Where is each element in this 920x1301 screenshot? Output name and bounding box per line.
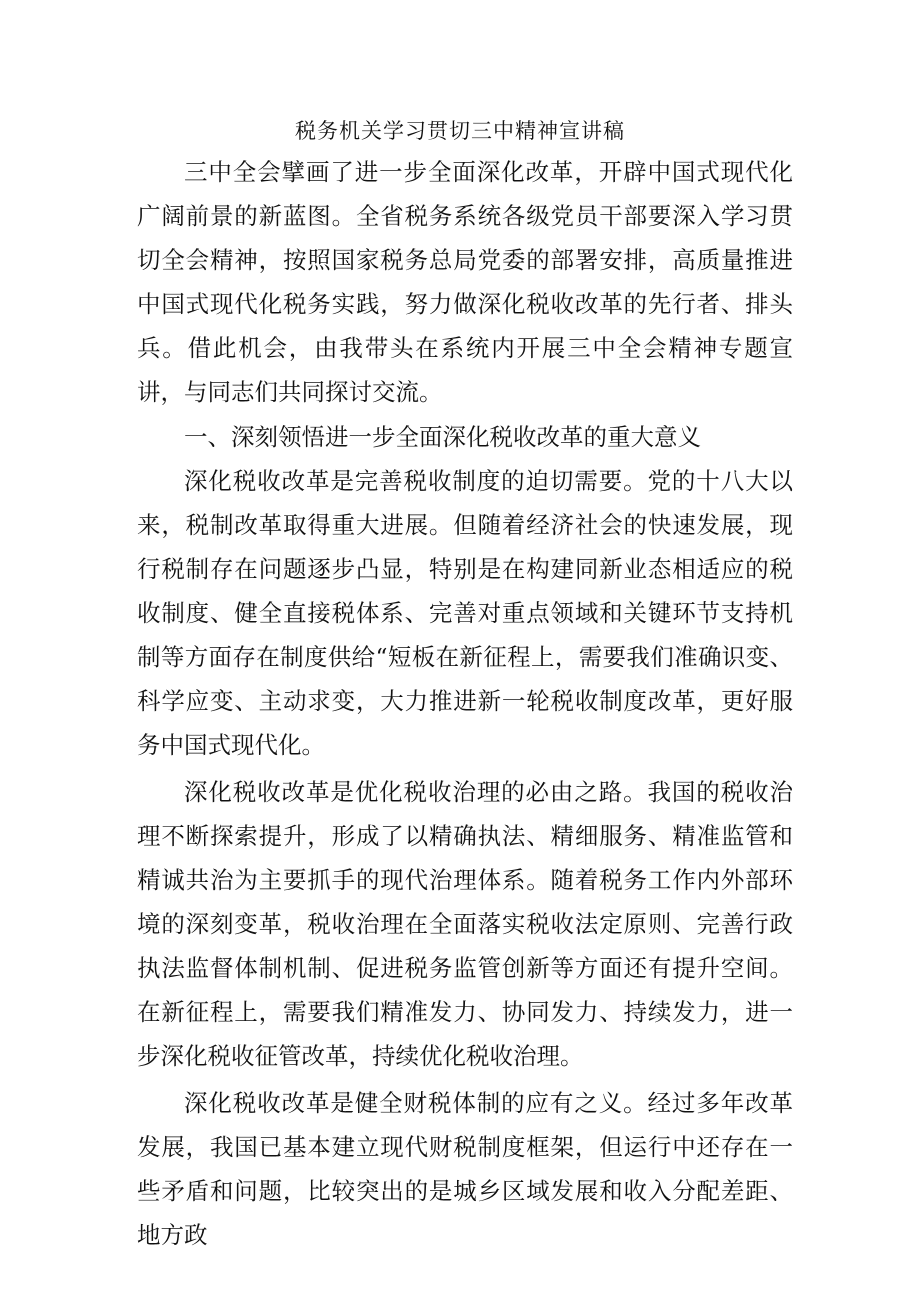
paragraph-tax-system: 深化税收改革是完善税收制度的迫切需要。党的十八大以来，税制改革取得重大进展。但随着经济社会的快速发展，现行税制存在问题逐步凸显，特别是在构建同新业态相适应的税收制度、健全直接税体系、完善对重点领域和关键环节支持机制等方面存在制度供给“短板在新征程上，需要我们准确识变、科学应变、主动求变，大力推进新一轮税收制度改革，更好服务中国式现代化。 — [137, 467, 793, 759]
document-title: 税务机关学习贯切三中精神宣讲稿 — [295, 119, 625, 143]
paragraph-tax-governance: 深化税收改革是优化税收治理的必由之路。我国的税收治理不断探索提升，形成了以精确执法、精细服务、精准监管和精诚共治为主要抓手的现代治理体系。随着税务工作内外部环境的深刻变革，税收治理在全面落实税收法定原则、完善行政执法监督体制机制、促进税务监管创新等方面还有提升空间。在新征程上，需要我们精准发力、协同发力、持续发力，进一步深化税收征管改革，持续优化税收治理。 — [137, 778, 793, 1070]
paragraph-intro: 三中全会擘画了进一步全面深化改革，开辟中国式现代化广阔前景的新蓝图。全省税务系统各级党员干部要深入学习贯切全会精神，按照国家税务总局党委的部署安排，高质量推进中国式现代化税务实践，努力做深化税收改革的先行者、排头兵。借此机会，由我带头在系统内开展三中全会精神专题宣讲，与同志们共同探讨交流。 — [137, 158, 793, 406]
paragraph-fiscal-system: 深化税收改革是健全财税体制的应有之义。经过多年改革发展，我国已基本建立现代财税制度框架，但运行中还存在一些矛盾和问题，比较突出的是城乡区域发展和收入分配差距、地方政 — [137, 1089, 793, 1249]
section-heading-1: 一、深刻领悟进一步全面深化税收改革的重大意义 — [184, 423, 701, 451]
document-body — [137, 150, 793, 1257]
